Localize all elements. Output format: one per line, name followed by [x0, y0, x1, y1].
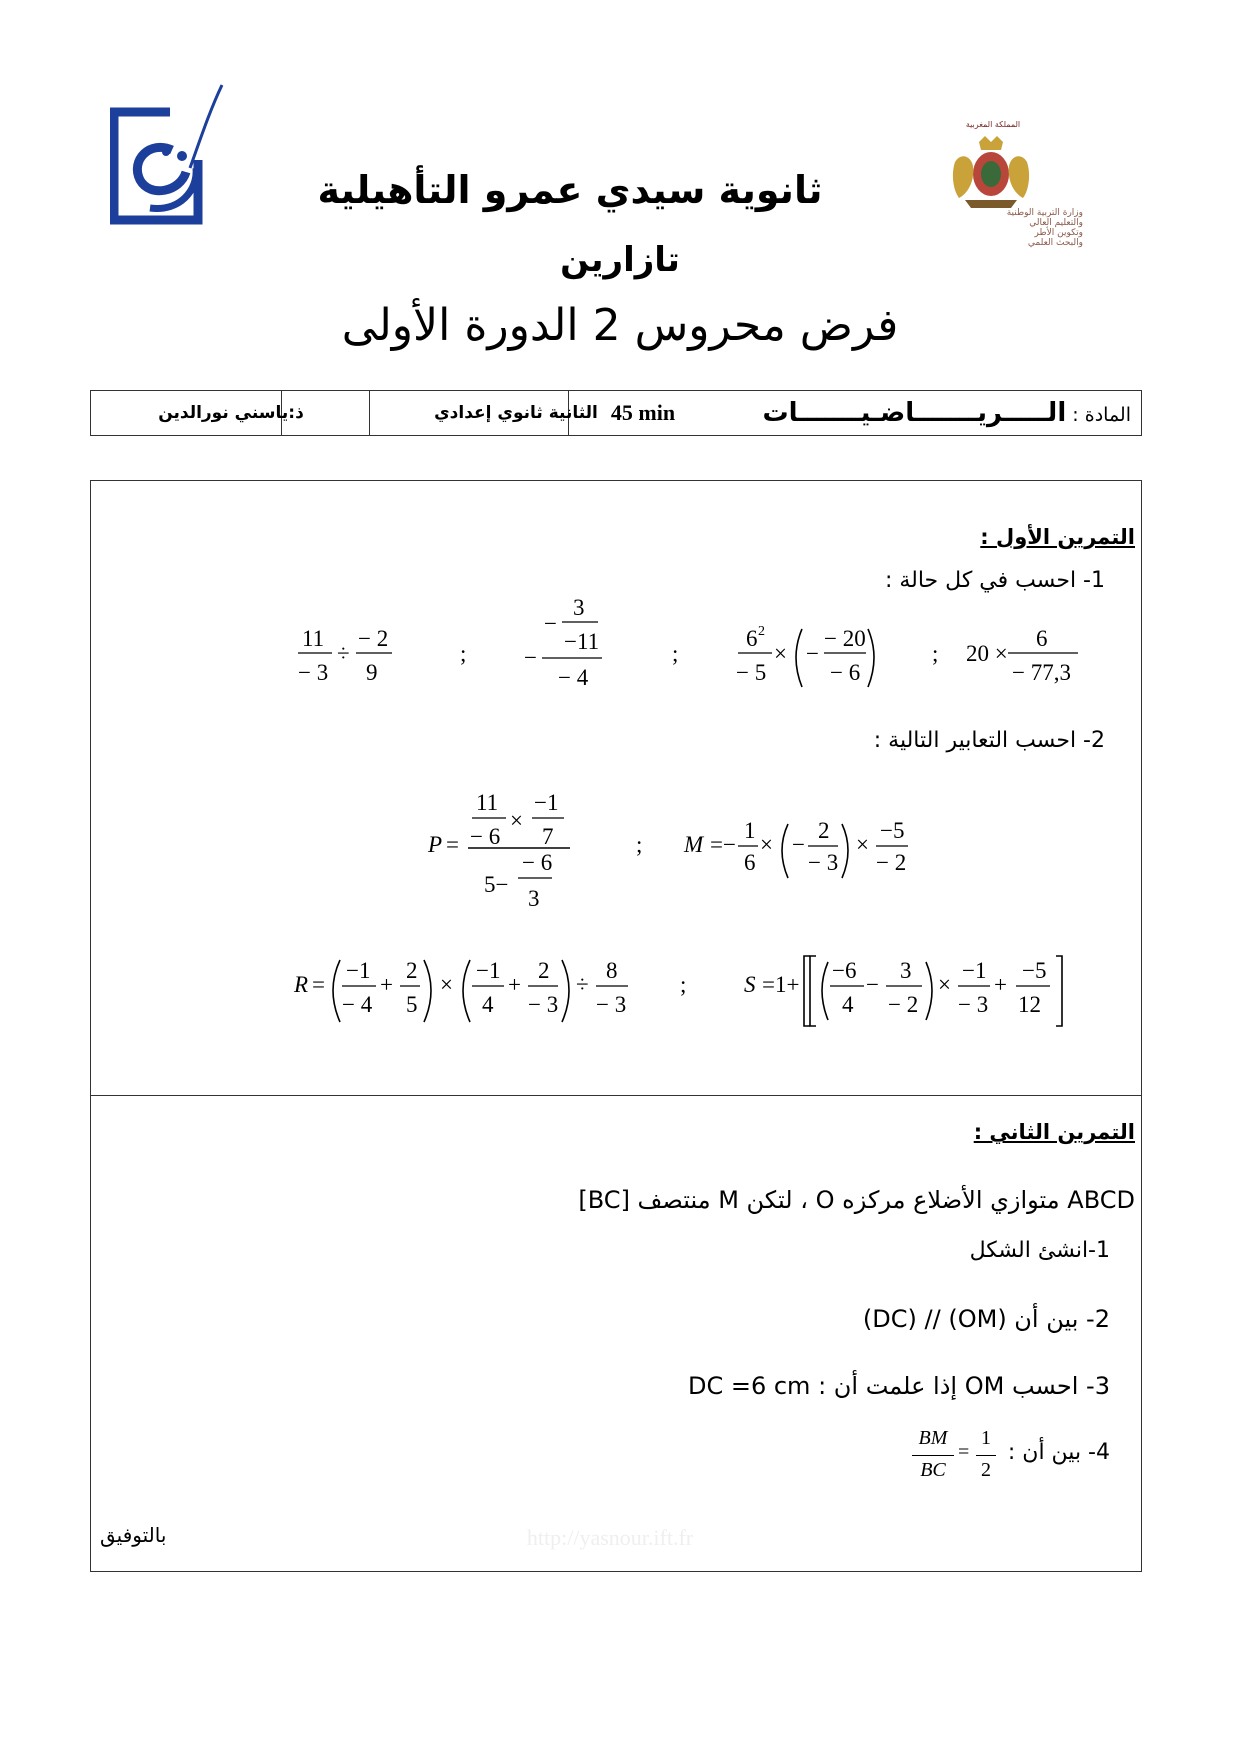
svg-text:×: ×: [510, 808, 523, 833]
exercise1-title: التمرين الأول :: [980, 525, 1135, 549]
svg-text:3: 3: [528, 886, 540, 911]
svg-text:=1+: =1+: [762, 972, 800, 997]
svg-text:−: −: [792, 832, 805, 857]
kingdom-label: المملكة المغربية: [965, 120, 1021, 129]
svg-text:=−: =−: [710, 832, 736, 857]
expression-P: [427, 790, 570, 911]
svg-text:=: =: [312, 972, 325, 997]
school-logo: [110, 80, 230, 230]
svg-text:P: P: [428, 832, 443, 857]
separator: ;: [460, 641, 467, 666]
exercise1-q1: 1- احسب في كل حالة :: [884, 568, 1105, 593]
subject-cell: [701, 391, 1131, 435]
svg-text:− 77,3: − 77,3: [1012, 660, 1071, 685]
svg-text:5−: 5−: [484, 872, 509, 897]
separator: ;: [680, 972, 687, 997]
svg-text:− 6: − 6: [470, 824, 501, 849]
svg-text:−: −: [866, 972, 879, 997]
svg-text:− 3: − 3: [958, 992, 989, 1017]
expression-S: [744, 956, 1062, 1026]
svg-text:4: 4: [842, 992, 854, 1017]
teacher-name: ذ:ياسني نورالدين: [158, 403, 304, 423]
svg-text:9: 9: [366, 660, 378, 685]
svg-text:− 4: − 4: [558, 665, 589, 690]
svg-text:−: −: [806, 641, 819, 666]
svg-text:−1: −1: [346, 958, 371, 983]
subject-value: الـــــريـــــــاضـيـــــــات: [762, 398, 1067, 428]
exercise1-q1-expressions: [280, 595, 1120, 715]
svg-text:− 5: − 5: [736, 660, 767, 685]
coat-of-arms-icon: [945, 132, 1037, 210]
ratio-numerator: BM: [918, 1427, 948, 1449]
ministry-line: وزارة التربية الوطنية: [1006, 208, 1083, 218]
city-name: تازارين: [560, 240, 680, 280]
exercise2-q4: 4- بين أن :: [1007, 1440, 1110, 1465]
svg-text:11: 11: [476, 790, 499, 815]
svg-text:3: 3: [900, 958, 912, 983]
expression-M: [683, 818, 908, 878]
exercise1-q2-expressions: [280, 780, 1120, 1040]
svg-text:− 3: − 3: [596, 992, 627, 1017]
svg-text:÷: ÷: [337, 641, 350, 666]
svg-text:3: 3: [573, 595, 585, 620]
exam-title: فرض محروس 2 الدورة الأولى: [341, 300, 899, 351]
svg-text:− 2: − 2: [876, 850, 907, 875]
svg-text:R: R: [294, 972, 309, 997]
svg-text:+: +: [994, 972, 1007, 997]
ratio-denominator: 2: [981, 1459, 991, 1481]
svg-text:÷: ÷: [576, 972, 589, 997]
watermark: http://yasnour.ift.fr: [526, 1525, 694, 1550]
svg-text:2: 2: [758, 624, 765, 639]
svg-text:5: 5: [406, 992, 418, 1017]
svg-text:− 6: − 6: [830, 660, 861, 685]
svg-text:8: 8: [606, 958, 618, 983]
exercise2-q1: 1-انشئ الشكل: [969, 1238, 1110, 1263]
exercise2-q4-equation: BM BC = 1 2: [912, 1423, 1002, 1487]
ministry-line: والتعليم العالي: [1029, 218, 1083, 228]
subject-label: المادة :: [1072, 404, 1131, 426]
svg-text:+: +: [380, 972, 393, 997]
svg-text:×: ×: [760, 832, 773, 857]
svg-text:M: M: [684, 832, 704, 857]
svg-text:− 2: − 2: [888, 992, 919, 1017]
svg-text:−1: −1: [962, 958, 987, 983]
exercise2-q2: 2- بين أن (OM) // (DC): [862, 1305, 1110, 1333]
separator: ;: [636, 832, 643, 857]
school-name: ثانوية سيدي عمرو التأهيلية: [317, 168, 823, 212]
svg-text:2: 2: [538, 958, 550, 983]
separator: ;: [932, 641, 939, 666]
svg-text:7: 7: [542, 824, 554, 849]
exercise2-statement: ABCD متوازي الأضلاع مركزه O ، لتكن M منتصف [BC]: [578, 1186, 1135, 1214]
closing-note: بالتوفيق: [100, 1523, 167, 1547]
svg-text:−11: −11: [564, 629, 600, 654]
svg-text:6: 6: [1036, 626, 1048, 651]
duration: 45 min: [610, 400, 676, 425]
svg-text:−: −: [544, 611, 557, 636]
svg-text:S: S: [744, 972, 756, 997]
svg-text:6: 6: [744, 850, 756, 875]
class-level: الثانية ثانوي إعدادي: [434, 403, 598, 423]
svg-text:1: 1: [744, 818, 756, 843]
exercise2-q3: 3- احسب OM إذا علمت أن : DC =6 cm: [687, 1372, 1110, 1400]
svg-text:− 20: − 20: [824, 626, 866, 651]
expression-d: [298, 626, 392, 685]
ratio-denominator: BC: [920, 1459, 946, 1481]
ministry-line: والبحث العلمي: [1027, 238, 1083, 248]
svg-text:=: =: [446, 832, 459, 857]
svg-text:4: 4: [482, 992, 494, 1017]
exercise2-title: التمرين الثاني :: [973, 1120, 1135, 1144]
svg-text:− 3: − 3: [808, 850, 839, 875]
svg-text:−5: −5: [1022, 958, 1047, 983]
expression-a: [966, 626, 1078, 685]
svg-text:− 3: − 3: [298, 660, 329, 685]
svg-text:+: +: [508, 972, 521, 997]
svg-text:×: ×: [856, 832, 869, 857]
svg-text:2: 2: [818, 818, 830, 843]
info-table: [90, 390, 1142, 436]
expression-R: [293, 958, 628, 1022]
svg-text:−: −: [524, 645, 537, 670]
ratio-numerator: 1: [981, 1427, 991, 1449]
expression-b: [736, 624, 874, 687]
svg-text:11: 11: [302, 626, 325, 651]
svg-text:−5: −5: [880, 818, 905, 843]
svg-text:− 3: − 3: [528, 992, 559, 1017]
separator: ;: [672, 641, 679, 666]
svg-text:−6: −6: [832, 958, 857, 983]
ministry-crest: [893, 120, 1093, 260]
svg-text:− 2: − 2: [358, 626, 389, 651]
svg-text:−1: −1: [534, 790, 559, 815]
svg-text:×: ×: [774, 641, 787, 666]
svg-text:×: ×: [440, 972, 453, 997]
ministry-line: وتكوين الأطر: [1034, 228, 1083, 238]
svg-text:−1: −1: [476, 958, 501, 983]
svg-text:− 4: − 4: [342, 992, 373, 1017]
svg-text:2: 2: [406, 958, 418, 983]
svg-text:6: 6: [746, 626, 758, 651]
svg-text:12: 12: [1018, 992, 1041, 1017]
svg-text:20 ×: 20 ×: [966, 641, 1008, 666]
exercise1-q2: 2- احسب التعابير التالية :: [873, 728, 1105, 753]
expression-c: [524, 595, 602, 690]
exercise-divider: [90, 1095, 1142, 1096]
svg-text:×: ×: [938, 972, 951, 997]
svg-text:− 6: − 6: [522, 850, 553, 875]
